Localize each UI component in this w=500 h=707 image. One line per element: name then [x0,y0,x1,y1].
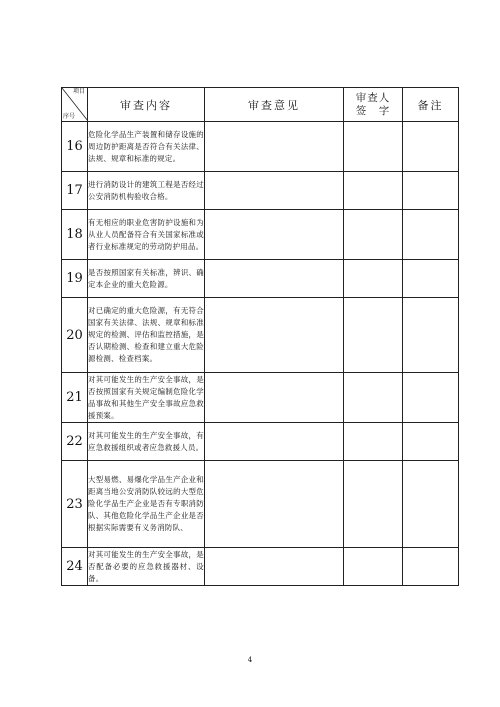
row-signer-cell[interactable] [344,298,403,373]
row-remarks-cell[interactable] [403,210,459,260]
table-row [62,423,459,461]
row-remarks-cell[interactable] [403,461,459,548]
row-number: 23 [62,461,88,548]
row-number: 17 [62,172,88,210]
row-remarks-cell[interactable] [403,260,459,298]
row-remarks-cell[interactable] [403,298,459,373]
table-row [62,210,459,260]
row-signer-cell[interactable] [344,122,403,172]
row-opinion-cell[interactable] [205,122,344,172]
row-opinion-cell[interactable] [205,423,344,461]
table-row [62,461,459,548]
row-number: 19 [62,260,88,298]
row-content: 对其可能发生的生产安全事故，是否配备必要的应急救援器材、设备。 [88,548,205,586]
row-remarks-cell[interactable] [403,373,459,423]
table-row [62,122,459,172]
row-remarks-cell[interactable] [403,122,459,172]
row-signer-cell[interactable] [344,373,403,423]
row-signer-cell[interactable] [344,172,403,210]
row-opinion-cell[interactable] [205,461,344,548]
row-signer-cell[interactable] [344,548,403,586]
row-number: 16 [62,122,88,172]
header-signer-line1: 审查人 [355,91,391,104]
corner-label-item: 项目 [72,88,85,95]
table-row [62,260,459,298]
row-remarks-cell[interactable] [403,548,459,586]
row-opinion-cell[interactable] [205,210,344,260]
row-content: 对其可能发生的生产安全事故，有应急救援组织或者应急救援人员。 [88,423,205,461]
row-content: 对其可能发生的生产安全事故，是否按照国家有关规定编制危险化学品事故和其他生产安全事故应急救援预案。 [88,373,205,423]
header-signer-line2: 签 字 [355,104,391,117]
header-opinion: 审查意见 [205,88,344,122]
row-number: 21 [62,373,88,423]
table-row [62,298,459,373]
row-signer-cell[interactable] [344,210,403,260]
row-opinion-cell[interactable] [205,172,344,210]
row-signer-cell[interactable] [344,461,403,548]
row-remarks-cell[interactable] [403,172,459,210]
page-number: 4 [247,656,253,664]
row-content: 对已确定的重大危险源，有无符合国家有关法律、法规、规章和标准规定的检测、评估和监控措施，是否认期检测、检查和建立重大危险源检测、检查档案。 [88,298,205,373]
row-opinion-cell[interactable] [205,298,344,373]
row-opinion-cell[interactable] [205,548,344,586]
table-row [62,373,459,423]
row-content: 是否按照国家有关标准，辨识、确定本企业的重大危险源。 [88,260,205,298]
header-remarks: 备注 [403,88,459,122]
table-row [62,172,459,210]
row-remarks-cell[interactable] [403,423,459,461]
row-content: 大型易燃、易爆化学品生产企业和距离当地公安消防队较远的大型危险化学品生产企业是否有专职消防队、其他危险化学品生产企业是否根据实际需要有义务消防队、 [88,461,205,548]
row-content: 进行消防设计的建筑工程是否经过公安消防机构验收合格。 [88,172,205,210]
row-number: 22 [62,423,88,461]
corner-label-serial: 序号 [63,113,76,120]
row-content: 危险化学品生产装置和储存设施的周边防护距离是否符合有关法律、法规、规章和标准的规定。 [88,122,205,172]
row-opinion-cell[interactable] [205,260,344,298]
row-signer-cell[interactable] [344,260,403,298]
row-content: 有无相应的职业危害防护设施和为从业人员配备符合有关国家标准或者行业标准规定的劳动防护用品。 [88,210,205,260]
row-signer-cell[interactable] [344,423,403,461]
row-opinion-cell[interactable] [205,373,344,423]
row-number: 20 [62,298,88,373]
row-number: 18 [62,210,88,260]
header-content: 审查内容 [88,88,205,122]
row-number: 24 [62,548,88,586]
table-row [62,548,459,586]
review-table [61,87,459,586]
header-row [62,88,459,122]
corner-header-cell [62,88,88,122]
header-signer [344,88,403,122]
